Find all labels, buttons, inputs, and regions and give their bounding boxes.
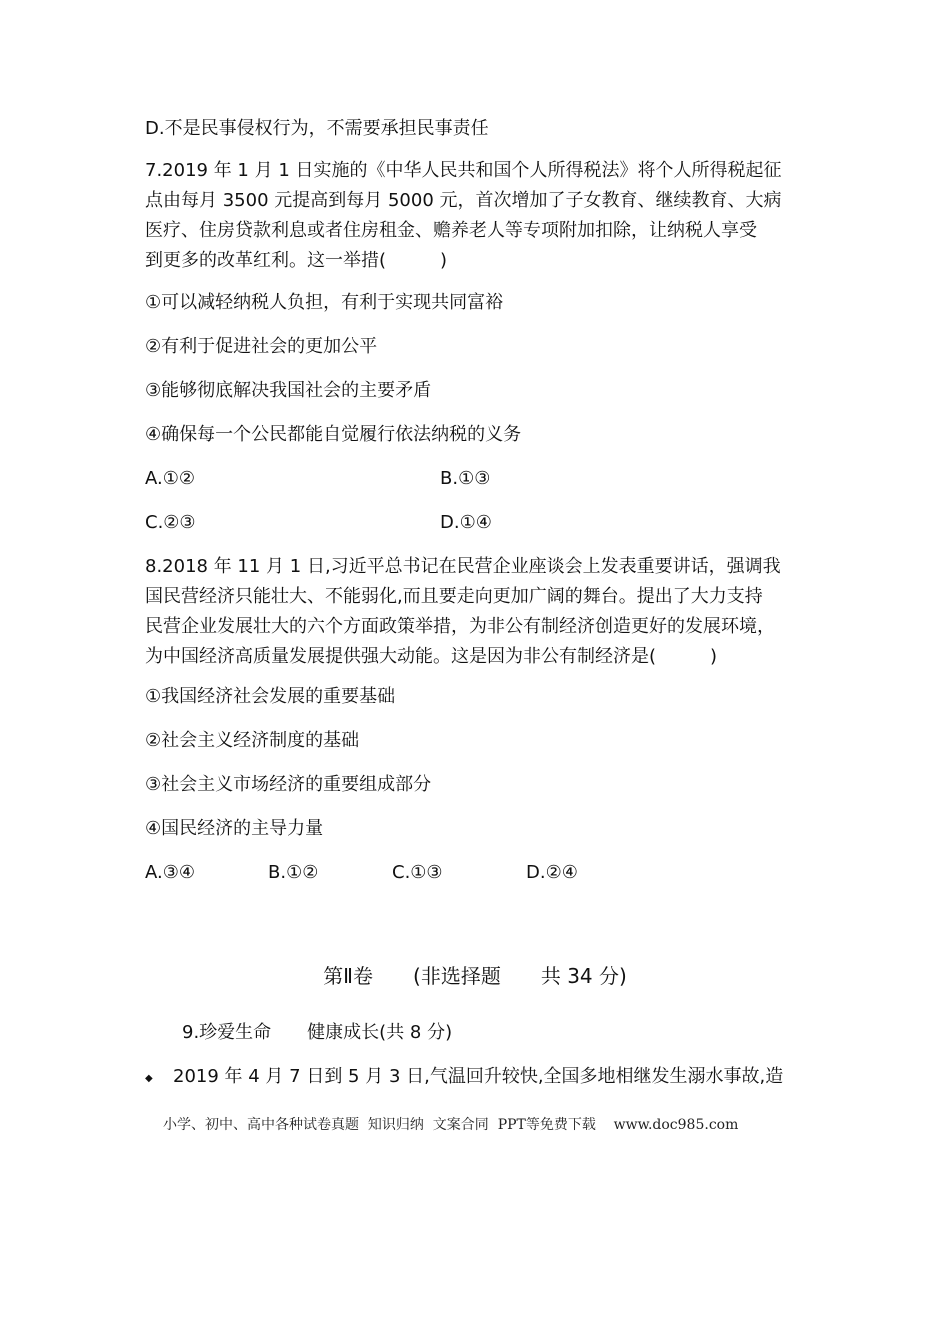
q8-stem-line: 8.2018 年 11 月 1 日,习近平总书记在民营企业座谈会上发表重要讲话，强调我 — [145, 556, 781, 577]
q7-option-c: C.②③ — [145, 512, 196, 533]
q9-text: 2019 年 4 月 7 日到 5 月 3 日,气温回升较快,全国多地相继发生溺水事故,造 — [173, 1066, 784, 1087]
q8-stem-line: 民营企业发展壮大的六个方面政策举措，为非公有制经济创造更好的发展环境， — [145, 616, 775, 637]
q7-stem — [145, 156, 810, 276]
q8-stem — [145, 552, 810, 672]
q7-item-3: ③能够彻底解决我国社会的主要矛盾 — [145, 380, 432, 401]
q7-stem-line: 医疗、住房贷款利息或者住房租金、赡养老人等专项附加扣除，让纳税人享受 — [145, 220, 757, 241]
q7-item-2: ②有利于促进社会的更加公平 — [145, 336, 378, 357]
q8-item-3: ③社会主义市场经济的重要组成部分 — [145, 774, 432, 795]
q8-option-c: C.①③ — [392, 862, 443, 883]
q8-stem-line: 为中国经济高质量发展提供强大动能。这是因为非公有制经济是( ) — [145, 646, 718, 667]
q7-option-a: A.①② — [145, 468, 195, 489]
diamond-bullet-icon: ◆ — [145, 1073, 153, 1084]
q8-item-4: ④国民经济的主导力量 — [145, 818, 324, 839]
q7-stem-line: 到更多的改革红利。这一举措( ) — [145, 250, 448, 271]
section-heading: 第Ⅱ卷 (非选择题 共 34 分) — [323, 964, 627, 988]
q7-option-b: B.①③ — [440, 468, 491, 489]
q9-heading: 9.珍爱生命 健康成长(共 8 分) — [182, 1022, 453, 1043]
q7-stem-line: 点由每月 3500 元提高到每月 5000 元，首次增加了子女教育、继续教育、大病 — [145, 190, 782, 211]
q7-item-4: ④确保每一个公民都能自觉履行依法纳税的义务 — [145, 424, 522, 445]
page-footer: 小学、初中、高中各种试卷真题 知识归纳 文案合同 PPT等免费下载 www.doc985.com — [163, 1117, 739, 1133]
q8-option-d: D.②④ — [526, 862, 578, 883]
q6-option-d: D.不是民事侵权行为，不需要承担民事责任 — [145, 118, 489, 139]
q8-option-a: A.③④ — [145, 862, 195, 883]
q8-item-1: ①我国经济社会发展的重要基础 — [145, 686, 396, 707]
q7-option-d: D.①④ — [440, 512, 492, 533]
q7-stem-line: 7.2019 年 1 月 1 日实施的《中华人民共和国个人所得税法》将个人所得税起征 — [145, 160, 782, 181]
q8-stem-line: 国民营经济只能壮大、不能弱化,而且要走向更加广阔的舞台。提出了大力支持 — [145, 586, 763, 607]
q8-option-b: B.①② — [268, 862, 319, 883]
q7-item-1: ①可以减轻纳税人负担，有利于实现共同富裕 — [145, 292, 504, 313]
q8-item-2: ②社会主义经济制度的基础 — [145, 730, 360, 751]
